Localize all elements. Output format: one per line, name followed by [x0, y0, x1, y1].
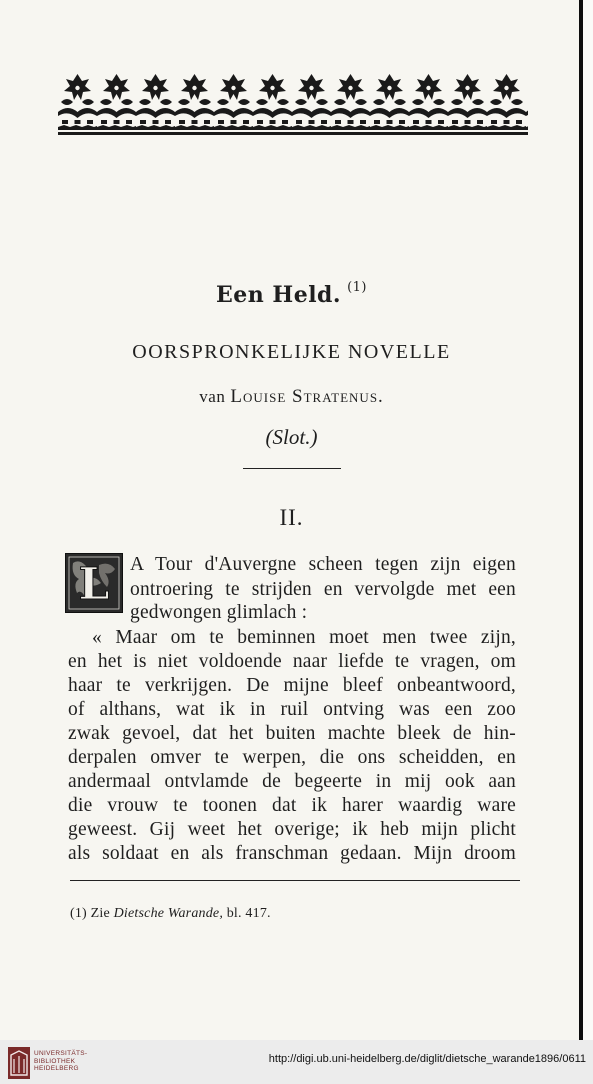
text-line: « Maar om te beminnen moet men twee zijn, [92, 627, 516, 648]
text-line: gedwongen glimlach : [130, 602, 308, 623]
library-logo-text [34, 1050, 87, 1073]
text-line: zwak gevoel, dat het buiten machte bleek de hin- [68, 723, 516, 744]
text-line: die vrouw te toonen dat ik harer waardig ware [68, 795, 516, 816]
logo-line: HEIDELBERG [34, 1065, 79, 1072]
logo-line: UNIVERSITÄTS- [34, 1050, 88, 1057]
title-divider [243, 468, 341, 469]
footnote-prefix: Zie [90, 906, 110, 921]
story-title-text: Een Held. [215, 282, 342, 308]
subtitle: OORSPRONKELIJKE NOVELLE [132, 341, 451, 363]
footnote-title: Dietsche Warande, [113, 906, 224, 921]
ornamental-header-band [58, 70, 528, 136]
installment-label: (Slot.) [265, 425, 318, 449]
text-line: derpalen omver te werpen, die ons scheidden, en [68, 747, 516, 768]
chapter-number: II. [279, 505, 304, 530]
footnote-number: (1) [70, 906, 87, 921]
text-line: ontroering te strijden en vervolgde met een [130, 579, 516, 600]
footnote-divider [70, 880, 520, 881]
text-line: als soldaat en als franschman gedaan. Mijn droom [68, 843, 516, 864]
dropcap-letter: L [78, 559, 110, 610]
footnote-reference: (1) [347, 280, 368, 295]
author-prefix: van [199, 387, 226, 406]
text-line: of althans, wat ik in ruil ontving was een zoo [68, 699, 516, 720]
author-line [0, 386, 583, 408]
text-line: andermaal ontvlamde de begeerte in mij ook aan [68, 771, 516, 792]
text-line: geweest. Gij weet het overige; ik heb mijn plicht [68, 819, 516, 840]
logo-line: BIBLIOTHEK [34, 1057, 76, 1065]
text-line: A Tour d'Auvergne scheen tegen zijn eigen [130, 554, 516, 575]
source-url-link[interactable]: http://digi.ub.uni-heidelberg.de/diglit/dietsche_warande1896/0611 [268, 1053, 586, 1065]
footnote [70, 906, 271, 922]
footnote-ref: bl. 417. [226, 906, 271, 921]
author-name: Louise Stratenus. [230, 386, 384, 407]
text-line: en het is niet voldoende naar liefde te vragen, om [68, 651, 516, 672]
dropcap-letter-image [65, 553, 123, 613]
library-logo-icon [8, 1047, 30, 1079]
story-title [0, 282, 583, 308]
text-line: haar te verkrijgen. De mijne bleef onbeantwoord, [68, 675, 516, 696]
